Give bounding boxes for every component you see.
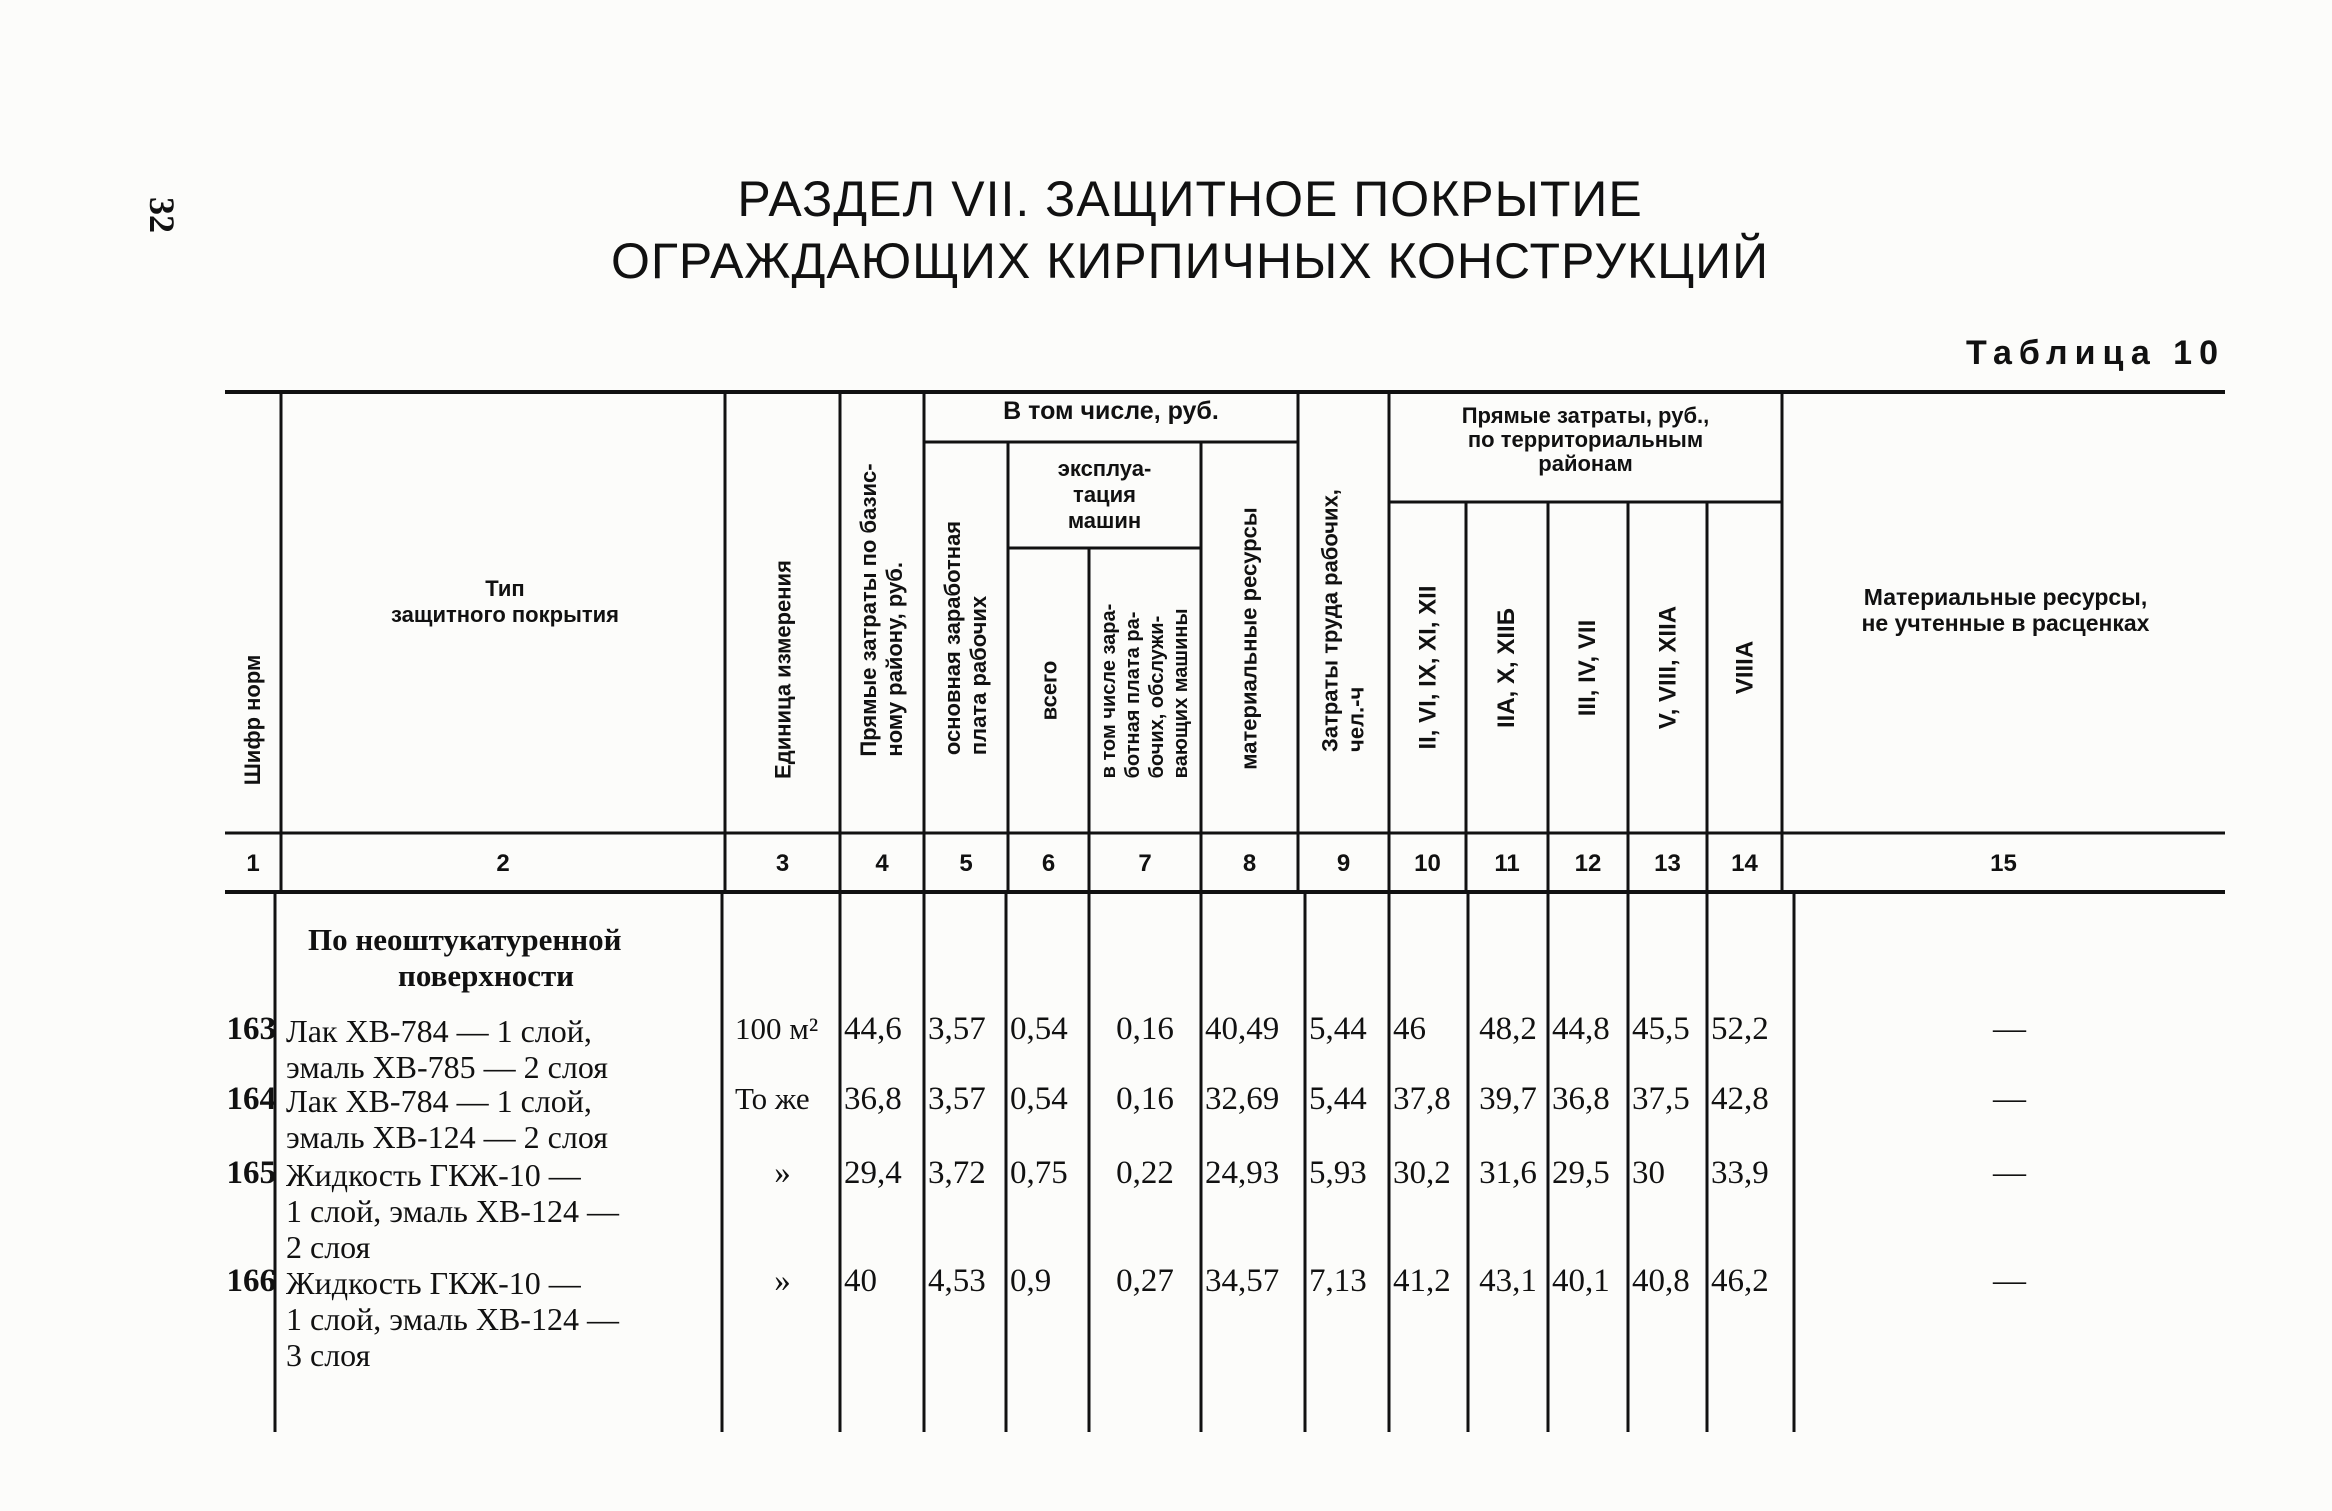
table-label: Таблица 10	[1966, 334, 2225, 372]
header-col-8: материальные ресурсы	[1236, 507, 1261, 770]
column-number-10: 10	[1414, 850, 1441, 877]
row-166-col-12: 40,1	[1552, 1263, 1610, 1299]
row-163-description	[286, 1013, 718, 1085]
row-163-col-13: 45,5	[1632, 1011, 1690, 1047]
header-col-14: VIIIA	[1731, 640, 1758, 695]
row-164-col-11: 39,7	[1479, 1081, 1537, 1117]
row-163-col-15: —	[1993, 1011, 2026, 1047]
header-col-3: Единица измерения	[770, 560, 795, 779]
row-164-description	[286, 1083, 718, 1155]
row-164-unit: То же	[735, 1081, 810, 1116]
header-cell-6	[1008, 556, 1089, 826]
header-col-5: основная заработная плата рабочих	[940, 520, 991, 756]
row-165-col-15: —	[1993, 1155, 2026, 1191]
row-166-col-9: 7,13	[1309, 1263, 1367, 1299]
column-number-9: 9	[1336, 850, 1351, 877]
row-165-desc-line-2: 1 слой, эмаль ХВ-124 —	[286, 1193, 619, 1229]
row-165-code: 165	[226, 1155, 276, 1191]
row-165-col-9: 5,93	[1309, 1155, 1367, 1191]
column-number-15: 15	[1990, 850, 2017, 877]
row-163-col-9: 5,44	[1309, 1011, 1367, 1047]
header-cell-13	[1628, 510, 1707, 826]
header-col-6: всего	[1036, 660, 1061, 721]
row-164-col-9: 5,44	[1309, 1081, 1367, 1117]
row-166-col-11: 43,1	[1479, 1263, 1537, 1299]
row-163-col-10: 46	[1393, 1011, 1426, 1047]
row-164-col-13: 37,5	[1632, 1081, 1690, 1117]
row-165-desc-line-3: 2 слоя	[286, 1229, 371, 1265]
row-164-col-14: 42,8	[1711, 1081, 1769, 1117]
header-col-2: Тип защитного покрытия	[391, 576, 619, 627]
row-166-col-10: 41,2	[1393, 1263, 1451, 1299]
row-166-col-8: 34,57	[1205, 1263, 1280, 1299]
row-164-col-5: 3,57	[928, 1081, 986, 1117]
column-number-11: 11	[1494, 850, 1520, 877]
row-163-desc-line-2: эмаль ХВ-785 — 2 слоя	[286, 1049, 608, 1085]
row-163-unit: 100 м²	[735, 1011, 819, 1046]
column-number-8: 8	[1242, 850, 1257, 877]
row-163-code: 163	[226, 1011, 276, 1047]
row-166-code: 166	[226, 1263, 276, 1299]
row-166-col-4: 40	[844, 1263, 877, 1299]
row-163-col-6: 0,54	[1010, 1011, 1068, 1047]
header-cell-3	[725, 520, 840, 820]
column-number-7: 7	[1138, 850, 1152, 877]
row-165-col-11: 31,6	[1479, 1155, 1537, 1191]
row-166-col-14: 46,2	[1711, 1263, 1769, 1299]
header-group-including: В том числе, руб.	[1003, 397, 1219, 425]
row-165-col-13: 30	[1632, 1155, 1665, 1191]
row-166-description	[286, 1265, 718, 1373]
row-166-col-15: —	[1993, 1263, 2026, 1299]
header-cell-14	[1707, 510, 1782, 826]
row-166-unit: »	[774, 1263, 791, 1299]
header-col-13: V, VIII, XIIA	[1654, 605, 1681, 730]
row-165-col-14: 33,9	[1711, 1155, 1769, 1191]
header-group-territorial: Прямые затраты, руб., по территориальным районам	[1461, 403, 1710, 476]
row-163-col-12: 44,8	[1552, 1011, 1610, 1047]
header-cell-5	[924, 450, 1008, 826]
row-165-col-12: 29,5	[1552, 1155, 1610, 1191]
column-number-4: 4	[875, 850, 889, 877]
row-163-col-8: 40,49	[1205, 1011, 1280, 1047]
header-col-4: Прямые затраты по базис- ному району, руб.	[856, 463, 907, 757]
header-col-9: Затраты труда рабочих, чел.-ч	[1317, 489, 1368, 752]
row-165-col-8: 24,93	[1205, 1155, 1280, 1191]
row-166-col-5: 4,53	[928, 1263, 986, 1299]
row-165-col-4: 29,4	[844, 1155, 902, 1191]
header-cell-9	[1298, 420, 1389, 820]
row-165-col-7: 0,22	[1116, 1155, 1174, 1191]
row-164-col-15: —	[1993, 1081, 2026, 1117]
header-cell-8	[1201, 450, 1298, 826]
section-title-line-1: РАЗДЕЛ VII. ЗАЩИТНОЕ ПОКРЫТИЕ	[737, 171, 1643, 227]
row-163-desc-line-1: Лак ХВ-784 — 1 слой,	[286, 1013, 592, 1049]
header-cell-11	[1466, 510, 1548, 826]
row-164-col-8: 32,69	[1205, 1081, 1280, 1117]
row-166-col-13: 40,8	[1632, 1263, 1690, 1299]
row-163-col-11: 48,2	[1479, 1011, 1537, 1047]
row-163-col-4: 44,6	[844, 1011, 902, 1047]
column-number-3: 3	[775, 850, 790, 877]
row-164-desc-line-2: эмаль ХВ-124 — 2 слоя	[286, 1119, 608, 1155]
subsection-line-2: поверхности	[398, 958, 575, 993]
row-165-desc-line-1: Жидкость ГКЖ-10 —	[286, 1157, 581, 1193]
header-cell-10	[1389, 510, 1466, 826]
subsection-line-1: По неоштукатуренной	[308, 922, 622, 957]
row-163-col-7: 0,16	[1116, 1011, 1174, 1047]
column-number-2: 2	[496, 850, 510, 877]
section-title-line-2: ОГРАЖДАЮЩИХ КИРПИЧНЫХ КОНСТРУКЦИЙ	[610, 233, 1770, 289]
row-166-desc-line-1: Жидкость ГКЖ-10 —	[286, 1265, 581, 1301]
header-cell-4	[840, 400, 924, 820]
header-group-machines: эксплуа- тация машин	[1057, 456, 1152, 533]
section-title	[600, 168, 1780, 292]
column-number-13: 13	[1654, 850, 1681, 877]
column-number-12: 12	[1574, 850, 1602, 877]
row-166-desc-line-3: 3 слоя	[286, 1337, 371, 1373]
row-164-col-4: 36,8	[844, 1081, 902, 1117]
subsection-heading	[288, 922, 728, 994]
header-col-7: в том числе зара- ботная плата ра- бочих, обслужи- вающих машины	[1098, 603, 1192, 779]
row-165-unit: »	[774, 1155, 791, 1191]
row-164-col-12: 36,8	[1552, 1081, 1610, 1117]
header-col-12: III, IV, VII	[1574, 619, 1601, 717]
row-163-col-5: 3,57	[928, 1011, 986, 1047]
row-163-col-14: 52,2	[1711, 1011, 1769, 1047]
row-165-col-5: 3,72	[928, 1155, 986, 1191]
header-col-11: IIA, X, XIIБ	[1493, 608, 1520, 728]
header-col-1: Шифр норм	[240, 654, 265, 786]
row-166-col-6: 0,9	[1010, 1263, 1052, 1299]
row-164-desc-line-1: Лак ХВ-784 — 1 слой,	[286, 1083, 592, 1119]
header-cell-1	[225, 600, 281, 840]
row-165-col-6: 0,75	[1010, 1155, 1068, 1191]
page-number: 32	[142, 197, 182, 233]
header-col-15: Материальные ресурсы, не учтенные в расценках	[1861, 584, 2150, 636]
header-cell-7	[1089, 556, 1201, 826]
row-164-col-10: 37,8	[1393, 1081, 1451, 1117]
row-166-col-7: 0,27	[1116, 1263, 1174, 1299]
header-col-10: II, VI, IX, XI, XII	[1414, 585, 1441, 750]
row-164-code: 164	[226, 1081, 276, 1117]
row-165-col-10: 30,2	[1393, 1155, 1451, 1191]
column-number-5: 5	[959, 850, 973, 877]
column-number-6: 6	[1041, 850, 1056, 877]
row-165-description	[286, 1157, 718, 1265]
row-164-col-6: 0,54	[1010, 1081, 1068, 1117]
row-164-col-7: 0,16	[1116, 1081, 1174, 1117]
column-number-1: 1	[246, 850, 260, 877]
column-number-14: 14	[1731, 850, 1758, 877]
header-cell-12	[1548, 510, 1628, 826]
row-166-desc-line-2: 1 слой, эмаль ХВ-124 —	[286, 1301, 619, 1337]
